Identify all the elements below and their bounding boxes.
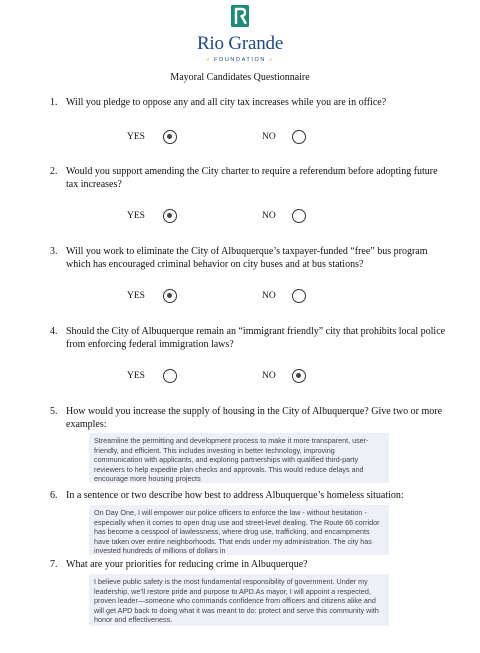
question-number: 5. xyxy=(50,406,58,417)
q4-no-label: NO xyxy=(262,371,276,381)
question-7 xyxy=(50,559,446,572)
question-number: 1. xyxy=(50,97,58,108)
q4-yes-label: YES xyxy=(127,371,145,381)
question-text: Will you pledge to oppose any and all city tax increases while you are in office? xyxy=(66,97,387,108)
question-text: Would you support amending the City charter to require a referendum before adopting future tax increases? xyxy=(66,166,438,190)
logo-foundation: FOUNDATION xyxy=(214,57,266,63)
question-text: In a sentence or two describe how best to address Albuquerque’s homeless situation: xyxy=(66,490,404,501)
q1-yes-label: YES xyxy=(127,132,145,142)
question-5 xyxy=(50,406,446,431)
question-text: How would you increase the supply of housing in the City of Albuquerque? Give two or more examples: xyxy=(66,406,443,430)
q2-yes-label: YES xyxy=(127,211,145,221)
question-text: What are your priorities for reducing crime in Albuquerque? xyxy=(66,559,308,570)
q1-no-radio[interactable] xyxy=(292,130,306,144)
q1-yes-radio[interactable] xyxy=(163,130,177,144)
question-number: 4. xyxy=(50,326,58,337)
question-1 xyxy=(50,97,446,110)
q2-yes-radio[interactable] xyxy=(163,209,177,223)
q3-yes-radio[interactable] xyxy=(163,289,177,303)
q7-answer-field[interactable]: I believe public safety is the most fundamental responsibility of government. Under my leadership, we’ll restore pride and purpose to APD.As mayor, I will appoint a respected, proven leader—someone who commands confidence from officers and citizens alike and will get APD back to doing what it was meant to do: protect and serve this community with honor and effectiveness. xyxy=(89,574,389,626)
question-text: Will you work to eliminate the City of Albuquerque’s taxpayer-funded “free” bus program which has encouraged criminal behavior on city buses and at bus stations? xyxy=(66,246,428,270)
logo-chevron-left: « xyxy=(206,57,211,63)
question-3 xyxy=(50,246,446,271)
logo-name: Rio Grande xyxy=(196,33,284,54)
q4-yes-radio[interactable] xyxy=(163,369,177,383)
logo-subtitle xyxy=(0,57,480,63)
q2-no-label: NO xyxy=(262,211,276,221)
rio-grande-logo-icon xyxy=(230,4,250,28)
document-title: Mayoral Candidates Questionnaire xyxy=(170,72,310,83)
question-6 xyxy=(50,490,446,503)
q4-no-radio[interactable] xyxy=(292,369,306,383)
question-2 xyxy=(50,166,446,191)
q6-answer-field[interactable]: On Day One, I will empower our police officers to enforce the law - without hesitation - especially when it comes to open drug use and street-level dealing. The Route 66 corridor has become a cesspool of lawlessness, where drug use, trafficking, and encampments have taken over entire neighborhoods. That ends under my administration. The city has invested hundreds of millions of dollars in xyxy=(89,505,389,555)
q1-no-label: NO xyxy=(262,132,276,142)
q2-no-radio[interactable] xyxy=(292,209,306,223)
question-4 xyxy=(50,326,446,351)
question-number: 7. xyxy=(50,559,58,570)
q5-answer-field[interactable]: Streamline the permitting and development process to make it more transparent, user-friendly, and efficient. This includes investing in better technology, improving communication with applicants, and exploring partnerships with qualified third-party reviewers to help expedite plan checks and approvals. This would reduce delays and encourage more housing projects xyxy=(89,433,389,483)
q3-yes-label: YES xyxy=(127,291,145,301)
logo-chevron-right: » xyxy=(269,57,274,63)
q3-no-radio[interactable] xyxy=(292,289,306,303)
question-number: 6. xyxy=(50,490,58,501)
question-number: 2. xyxy=(50,166,58,177)
question-text: Should the City of Albuquerque remain an “immigrant friendly” city that prohibits local police from enforcing federal immigration laws? xyxy=(66,326,446,350)
q3-no-label: NO xyxy=(262,291,276,301)
question-number: 3. xyxy=(50,246,58,257)
